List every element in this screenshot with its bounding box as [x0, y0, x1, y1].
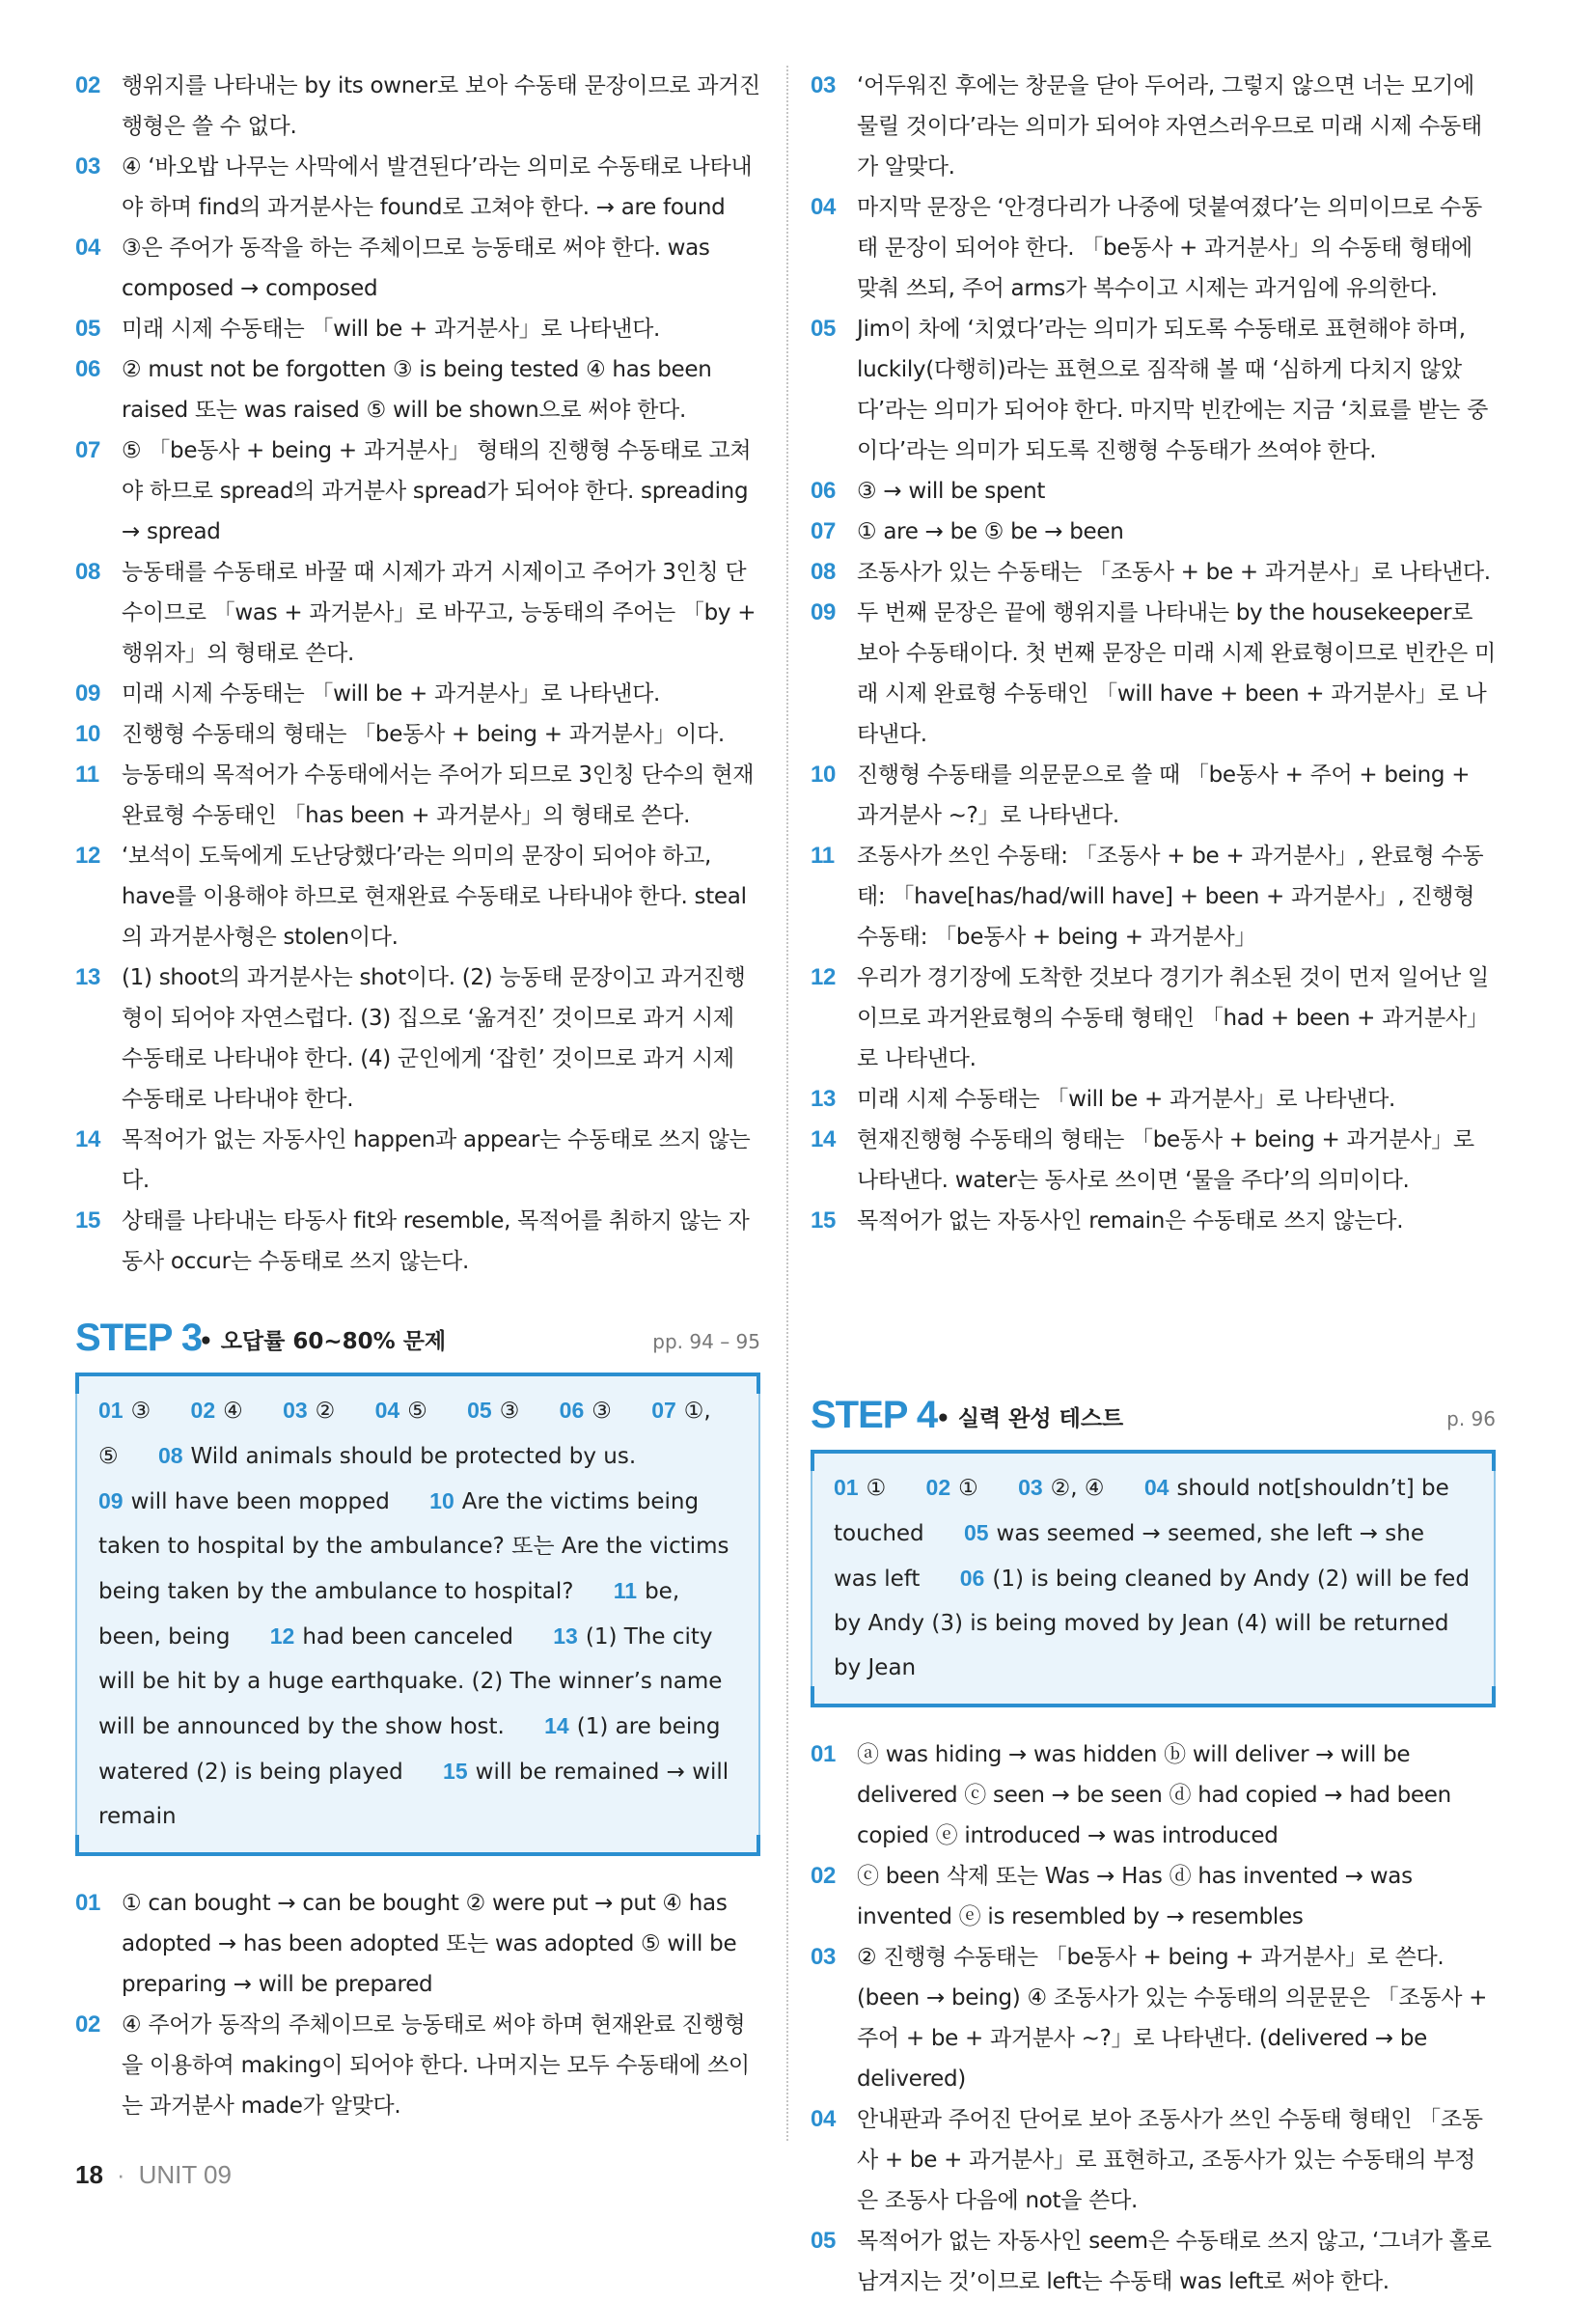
item-text: 조동사가 쓰인 수동태: 「조동사 + be + 과거분사」, 완료형 수동태: 「have[has/had/will have] + been + 과거분사」, 진행형 수동태: 「be동사 + being + 과거분사」	[857, 844, 1484, 950]
right-bottom-item	[811, 1937, 1496, 2099]
answer-number: 15	[443, 1759, 468, 1784]
step3-answer	[375, 1399, 427, 1424]
right-top-item	[811, 755, 1496, 836]
answer-number: 04	[374, 1398, 400, 1423]
answer-number: 01	[834, 1475, 859, 1500]
unit-label: UNIT 09	[138, 2160, 232, 2189]
right-top-item	[811, 1079, 1496, 1120]
column-divider	[786, 66, 788, 2141]
left-top-item	[75, 1201, 760, 1282]
left-top-item	[75, 714, 760, 755]
step3-answer	[467, 1399, 519, 1424]
item-number: 04	[75, 235, 101, 261]
step3-answer	[158, 1444, 636, 1469]
item-text: 현재진행형 수동태의 형태는 「be동사 + being + 과거분사」로 나타낸다. water는 동사로 쓰이면 ‘물을 주다’의 의미이다.	[857, 1127, 1474, 1193]
item-text: 미래 시제 수동태는 「will be + 과거분사」로 나타낸다.	[122, 681, 660, 707]
step3-answer	[98, 1399, 151, 1424]
item-number: 11	[811, 843, 835, 869]
left-explanations-bottom	[75, 1883, 760, 2126]
item-number: 14	[811, 1126, 837, 1152]
item-text: 능동태의 목적어가 수동태에서는 주어가 되므로 3인칭 단수의 현재완료형 수동태인 「has been + 과거분사」의 형태로 쓴다.	[122, 763, 755, 828]
answer-text: had been canceled	[302, 1624, 513, 1650]
left-top-item	[75, 66, 760, 147]
left-top-item	[75, 147, 760, 228]
item-text: ④ ‘바오밥 나무는 사막에서 발견된다’라는 의미로 수동태로 나타내야 하며 find의 과거분사는 found로 고쳐야 한다. → are found	[122, 154, 753, 220]
answer-text: ③	[499, 1399, 520, 1424]
item-number: 13	[75, 964, 101, 990]
item-number: 10	[75, 721, 101, 747]
item-number: 02	[75, 2011, 101, 2038]
item-number: 04	[811, 2106, 837, 2132]
answer-number: 13	[553, 1623, 578, 1649]
answer-text: should not[shouldn’t] be touched	[834, 1476, 1449, 1546]
item-text: 목적어가 없는 자동사인 happen과 appear는 수동태로 쓰지 않는다.	[122, 1127, 751, 1193]
right-top-item	[811, 1120, 1496, 1201]
item-text: ⑤ 「be동사 + being + 과거분사」 형태의 진행형 수동태로 고쳐야 하므로 spread의 과거분사 spread가 되어야 한다. spreading → spread	[122, 438, 752, 544]
item-number: 07	[75, 437, 101, 463]
item-text: 상태를 나타내는 타동사 fit와 resemble, 목적어를 취하지 않는 자동사 occur는 수동태로 쓰지 않는다.	[122, 1208, 750, 1274]
left-top-item	[75, 836, 760, 957]
step3-answer	[560, 1399, 612, 1424]
item-number: 03	[811, 1944, 837, 1970]
item-text: ① are → be ⑤ be → been	[857, 519, 1124, 544]
item-number: 14	[75, 1126, 101, 1152]
answer-number: 07	[651, 1398, 676, 1423]
step3-title: STEP 3	[75, 1317, 203, 1359]
left-top-item	[75, 228, 760, 309]
right-top-item	[811, 512, 1496, 552]
item-text: 두 번째 문장은 끝에 행위지를 나타내는 by the housekeeper로 보아 수동태이다. 첫 번째 문장은 미래 시제 완료형이므로 빈칸은 미래 시제 완료형 수동태인 「will have + been + 과거분사」로 나타낸다.	[857, 600, 1496, 747]
item-text: 안내판과 주어진 단어로 보아 조동사가 쓰인 수동태 형태인 「조동사 + be + 과거분사」로 표현하고, 조동사가 있는 수동태의 부정은 조동사 다음에 not을 쓴다.	[857, 2107, 1483, 2213]
item-text: 행위지를 나타내는 by its owner로 보아 수동태 문장이므로 과거진행형은 쓸 수 없다.	[122, 73, 760, 139]
item-number: 10	[811, 762, 837, 788]
right-top-item	[811, 1201, 1496, 1241]
item-number: 15	[811, 1207, 837, 1234]
left-top-item	[75, 957, 760, 1120]
item-number: 09	[75, 680, 101, 707]
answer-text: be, been, being	[98, 1579, 680, 1650]
footer-separator: ·	[116, 2160, 125, 2189]
page-number: 18	[75, 2160, 103, 2189]
answer-text: (1) The city will be hit by a huge earthquake. (2) The winner’s name will be announced by the show host.	[98, 1624, 723, 1739]
item-number: 05	[811, 316, 837, 342]
step4-pages: p. 96	[1446, 1407, 1496, 1430]
left-top-item	[75, 1120, 760, 1201]
item-text: 우리가 경기장에 도착한 것보다 경기가 취소된 것이 먼저 일어난 일이므로 과거완료형의 수동태 형태인 「had + been + 과거분사」로 나타낸다.	[857, 965, 1489, 1071]
item-number: 01	[811, 1741, 837, 1767]
step3-subtitle: • 오답률 60~80% 문제	[199, 1329, 447, 1354]
answer-text: ⑤	[407, 1399, 427, 1424]
step3-answer	[98, 1489, 390, 1514]
item-number: 02	[811, 1863, 837, 1889]
answer-text: ②	[315, 1399, 336, 1424]
answer-number: 04	[1143, 1475, 1169, 1500]
item-text: 미래 시제 수동태는 「will be + 과거분사」로 나타낸다.	[857, 1087, 1395, 1112]
step4-answer	[926, 1476, 978, 1501]
right-bottom-item	[811, 1734, 1496, 1856]
answer-number: 11	[613, 1578, 638, 1603]
answer-number: 01	[98, 1398, 124, 1423]
step3-header	[75, 1307, 760, 1361]
answer-text: was seemed → seemed, she left → she was left	[834, 1521, 1425, 1592]
step3-answer	[270, 1624, 513, 1650]
answer-number: 10	[429, 1488, 454, 1513]
item-text: 조동사가 있는 수동태는 「조동사 + be + 과거분사」로 나타낸다.	[857, 560, 1491, 585]
left-top-item	[75, 755, 760, 836]
right-top-item	[811, 187, 1496, 309]
item-number: 04	[811, 194, 837, 220]
left-top-item	[75, 552, 760, 674]
item-text: Jim이 차에 ‘치였다’라는 의미가 되도록 수동태로 표현해야 하며, luckily(다행히)라는 표현으로 짐작해 볼 때 ‘심하게 다치지 않았다’라는 의미가 되어야 한다. 마지막 빈칸에는 지금 ‘치료를 받는 중이다’라는 의미가 되도록 진행형 수동태가 쓰여야 한다.	[857, 317, 1489, 463]
item-number: 06	[811, 478, 837, 504]
item-number: 06	[75, 356, 101, 382]
answer-number: 05	[467, 1398, 492, 1423]
item-number: 03	[811, 72, 837, 98]
answer-number: 03	[283, 1398, 308, 1423]
answer-number: 02	[925, 1475, 951, 1500]
item-number: 11	[75, 762, 99, 788]
answer-text: ②, ④	[1050, 1476, 1105, 1501]
item-text: ⓒ been 삭제 또는 Was → Has ⓓ has invented → was invented ⓔ is resembled by → resembles	[857, 1864, 1413, 1929]
answer-text: ①, ⑤	[98, 1399, 711, 1469]
right-top-item	[811, 552, 1496, 593]
left-top-item	[75, 349, 760, 430]
item-text: 마지막 문장은 ‘안경다리가 나중에 덧붙여졌다’는 의미이므로 수동태 문장이 되어야 한다. 「be동사 + 과거분사」의 수동태 형태에 맞춰 쓰되, 주어 arms가 복수이고 시제는 과거임에 유의한다.	[857, 195, 1482, 301]
right-column	[811, 66, 1496, 2302]
answer-text: ①	[866, 1476, 887, 1501]
answer-number: 06	[559, 1398, 585, 1423]
step4-answer	[1018, 1476, 1104, 1501]
answer-number: 12	[269, 1623, 295, 1649]
right-top-item	[811, 957, 1496, 1079]
item-text: 진행형 수동태의 형태는 「be동사 + being + 과거분사」이다.	[122, 722, 725, 747]
item-text: ② 진행형 수동태는 「be동사 + being + 과거분사」로 쓴다. (been → being) ④ 조동사가 있는 수동태의 의문문은 「조동사 + 주어 + be + 과거분사 ~?」로 나타낸다. (delivered → be delivered)	[857, 1945, 1488, 2092]
item-text: ③은 주어가 동작을 하는 주체이므로 능동태로 써야 한다. was composed → composed	[122, 236, 710, 301]
item-number: 15	[75, 1207, 101, 1234]
step3-answer	[283, 1399, 335, 1424]
answer-text: Are the victims being taken to hospital by the ambulance? 또는 Are the victims being taken by the ambulance to hospital?	[98, 1489, 729, 1604]
item-text: ⓐ was hiding → was hidden ⓑ will deliver → will be delivered ⓒ seen → be seen ⓓ had copied → had been copied ⓔ introduced → was introduced	[857, 1742, 1451, 1848]
answer-text: will have been mopped	[130, 1489, 390, 1514]
item-text: ④ 주어가 동작의 주체이므로 능동태로 써야 하며 현재완료 진행형을 이용하여 making이 되어야 한다. 나머지는 모두 수동태에 쓰이는 과거분사 made가 알맞다.	[122, 2012, 750, 2119]
item-number: 07	[811, 518, 837, 544]
item-text: 목적어가 없는 자동사인 remain은 수동태로 쓰지 않는다.	[857, 1208, 1404, 1234]
item-text: 능동태를 수동태로 바꿀 때 시제가 과거 시제이고 주어가 3인칭 단수이므로 「was + 과거분사」로 바꾸고, 능동태의 주어는 「by + 행위자」의 형태로 쓴다.	[122, 560, 757, 666]
item-number: 08	[811, 559, 837, 585]
left-bottom-item	[75, 2005, 760, 2126]
answer-text: ③	[130, 1399, 151, 1424]
item-number: 12	[811, 964, 837, 990]
item-text: ① can bought → can be bought ② were put → put ④ has adopted → has been adopted 또는 was adopted ⑤ will be preparing → will be prepared	[122, 1891, 737, 1997]
step3-answer-box	[75, 1373, 760, 1856]
right-bottom-item	[811, 1856, 1496, 1937]
item-text: ③ → will be spent	[857, 479, 1046, 504]
right-explanations-bottom	[811, 1734, 1496, 2302]
item-text: 진행형 수동태를 의문문으로 쓸 때 「be동사 + 주어 + being + 과거분사 ~?」로 나타낸다.	[857, 763, 1471, 828]
item-number: 12	[75, 843, 101, 869]
answer-number: 02	[190, 1398, 216, 1423]
answer-number: 05	[963, 1520, 989, 1545]
right-top-item	[811, 309, 1496, 471]
left-explanations-top	[75, 66, 760, 1282]
left-bottom-item	[75, 1883, 760, 2005]
item-number: 03	[75, 153, 101, 180]
answer-number: 08	[157, 1443, 183, 1468]
answer-text: ④	[223, 1399, 243, 1424]
step4-subtitle: • 실력 완성 테스트	[936, 1406, 1124, 1431]
right-bottom-item	[811, 2221, 1496, 2302]
item-text: ‘어두워진 후에는 창문을 닫아 두어라, 그렇지 않으면 너는 모기에 물릴 것이다’라는 의미가 되어야 자연스러우므로 미래 시제 수동태가 알맞다.	[857, 73, 1482, 180]
item-number: 08	[75, 559, 101, 585]
answer-text: ③	[592, 1399, 612, 1424]
step4-answer	[834, 1567, 1470, 1680]
answer-text: (1) are being watered (2) is being played	[98, 1714, 721, 1785]
step4-title: STEP 4	[811, 1394, 938, 1436]
item-text: 목적어가 없는 자동사인 seem은 수동태로 쓰지 않고, ‘그녀가 홀로 남겨지는 것’이므로 left는 수동태 was left로 써야 한다.	[857, 2229, 1492, 2294]
right-bottom-item	[811, 2099, 1496, 2221]
step4-header	[811, 1384, 1496, 1438]
page-footer	[75, 2160, 232, 2190]
left-top-item	[75, 674, 760, 714]
item-number: 05	[75, 316, 101, 342]
right-top-item	[811, 471, 1496, 512]
item-number: 05	[811, 2228, 837, 2254]
left-top-item	[75, 309, 760, 349]
answer-number: 06	[959, 1566, 985, 1591]
right-top-item	[811, 66, 1496, 187]
item-number: 02	[75, 72, 101, 98]
answer-text: Wild animals should be protected by us.	[190, 1444, 637, 1469]
item-text: 미래 시제 수동태는 「will be + 과거분사」로 나타낸다.	[122, 317, 660, 342]
item-text: ‘보석이 도둑에게 도난당했다’라는 의미의 문장이 되어야 하고, have를 이용해야 하므로 현재완료 수동태로 나타내야 한다. steal의 과거분사형은 stolen이다.	[122, 844, 747, 950]
left-top-item	[75, 430, 760, 552]
answer-number: 09	[98, 1488, 124, 1513]
step3-answer	[191, 1399, 243, 1424]
answer-number: 14	[544, 1713, 569, 1738]
right-top-item	[811, 593, 1496, 755]
step4-answer	[834, 1476, 886, 1501]
step3-pages: pp. 94 – 95	[652, 1330, 760, 1353]
answer-text: (1) is being cleaned by Andy (2) will be fed by Andy (3) is being moved by Jean (4) will be returned by Jean	[834, 1567, 1470, 1680]
item-text: (1) shoot의 과거분사는 shot이다. (2) 능동태 문장이고 과거진행형이 되어야 자연스럽다. (3) 집으로 ‘옮겨진’ 것이므로 과거 시제 수동태로 나타내야 한다. (4) 군인에게 ‘잡힌’ 것이므로 과거 시제 수동태로 나타내야 한다.	[122, 965, 746, 1112]
left-column	[75, 66, 760, 2126]
answer-text: ①	[958, 1476, 978, 1501]
item-text: ② must not be forgotten ③ is being tested ④ has been raised 또는 was raised ⑤ will be shown으로 써야 한다.	[122, 357, 712, 423]
answer-number: 03	[1018, 1475, 1043, 1500]
step4-answer-box	[811, 1450, 1496, 1707]
item-number: 09	[811, 599, 837, 625]
answer-text: will be remained → will remain	[98, 1760, 729, 1829]
right-top-item	[811, 836, 1496, 957]
right-explanations-top	[811, 66, 1496, 1241]
item-number: 01	[75, 1890, 101, 1916]
item-number: 13	[811, 1086, 837, 1112]
